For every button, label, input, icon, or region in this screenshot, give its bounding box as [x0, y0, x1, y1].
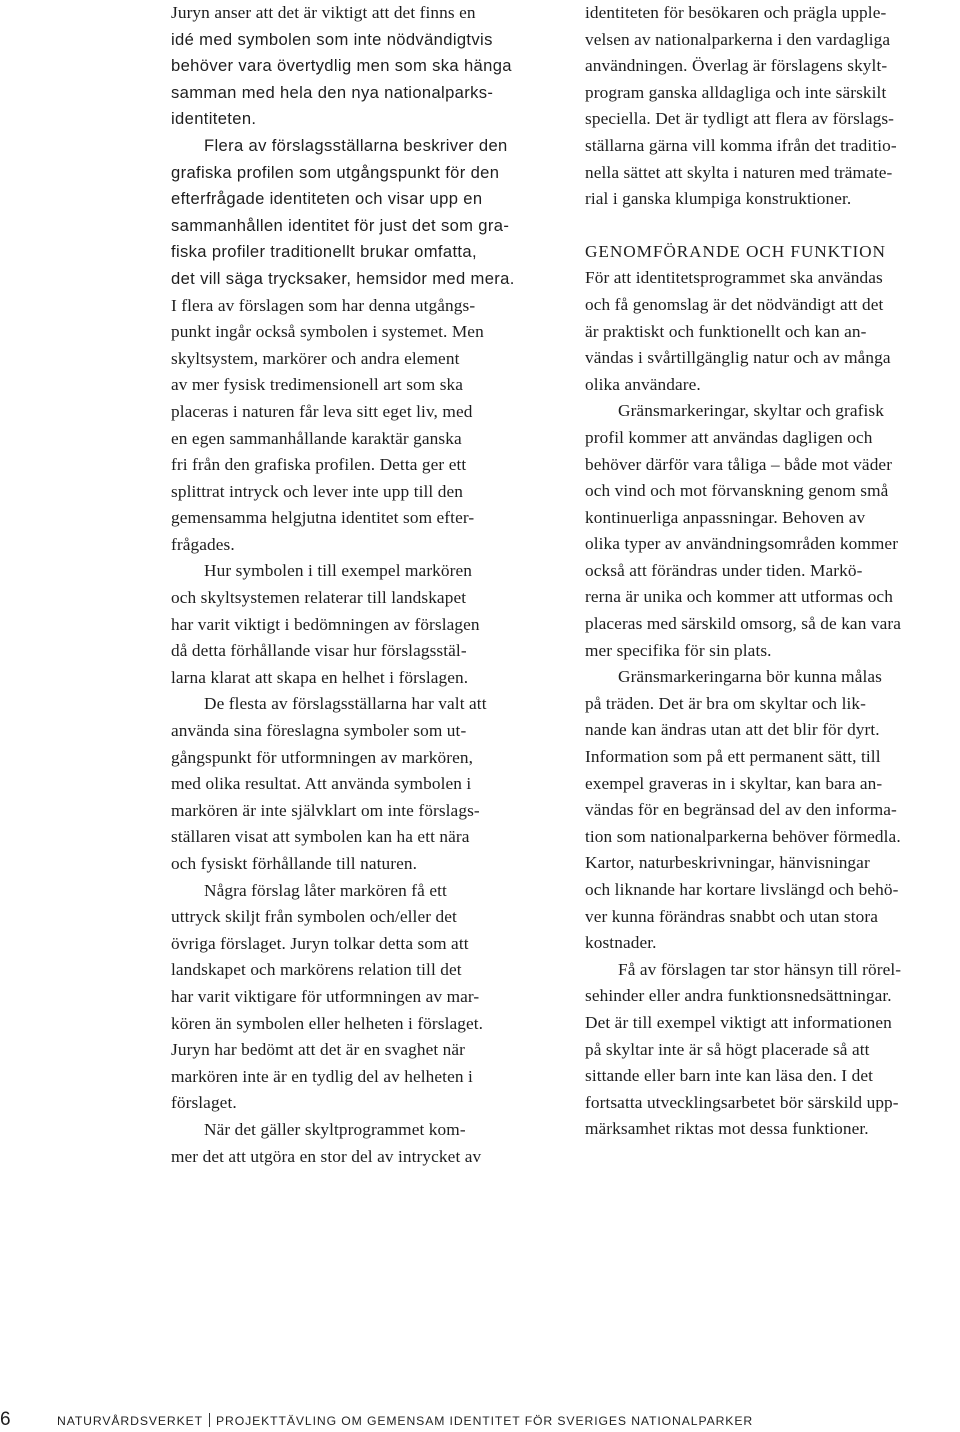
right-body — [585, 265, 960, 1143]
text-line: gångspunkt för utformningen av markören, — [171, 747, 474, 767]
text-line: fortsatta utvecklingsarbetet bör särskild upp- — [585, 1092, 899, 1112]
text-line: och fysiskt förhållande till naturen. — [171, 854, 418, 873]
text-line: skyltsystem, markörer och andra element — [171, 348, 460, 368]
text-line: mer specifika för sin plats. — [585, 640, 772, 660]
text-line: När det gäller skyltprogrammet kom- — [204, 1119, 466, 1139]
text-line: I flera av förslagen som har denna utgångs- — [171, 295, 476, 315]
text-line: Få av förslagen tar stor hänsyn till rörel- — [618, 959, 902, 979]
text-line: övriga förslaget. Juryn tolkar detta som att — [171, 933, 469, 953]
text-line: ställarna gärna vill komma ifrån det traditio- — [585, 135, 897, 155]
text-line: profil kommer att användas dagligen och — [585, 427, 873, 447]
text-line: punkt ingår också symbolen i systemet. Men — [171, 322, 484, 342]
text-line: användningen. Överlag är förslagens skylt- — [585, 56, 888, 76]
text-line: och få genomslag är det nödvändigt att det — [585, 294, 884, 314]
text-line: rial i ganska klumpiga konstruktioner. — [585, 189, 852, 209]
text-line: olika typer av användningsområden kommer — [585, 534, 899, 554]
text-line: behöver därför vara tåliga – både mot väder — [585, 454, 893, 474]
text-line: olika användare. — [585, 374, 701, 394]
text-line: Det är till exempel viktigt att informationen — [585, 1012, 892, 1032]
text-line: har varit viktigt i bedömningen av förslagen — [171, 614, 480, 634]
text-line: gemensamma helgjutna identitet som efter- — [171, 508, 475, 528]
text-line: samman med hela den nya nationalparks- — [171, 82, 494, 102]
text-line: Juryn anser att det är viktigt att det finns en — [171, 3, 476, 22]
text-line: För att identitetsprogrammet ska användas — [585, 268, 883, 288]
text-line: vändas i svårtillgänglig natur och av många — [585, 348, 891, 368]
text-line: tion som nationalparkerna behöver förmedla. — [585, 826, 901, 846]
footer-title: PROJEKTTÄVLING OM GEMENSAM IDENTITET FÖR SVERIGES NATIONALPARKER — [216, 1414, 754, 1428]
text-line: ver kunna förändras snabbt och utan stora — [585, 906, 878, 926]
text-line: placeras med särskild omsorg, så de kan vara — [585, 614, 902, 634]
footer-separator — [209, 1413, 210, 1427]
text-line: grafiska profilen som utgångspunkt för den — [171, 162, 500, 182]
text-line: ställaren visat att symbolen kan ha ett nära — [171, 827, 470, 847]
text-line: identiteten för besökaren och prägla upple- — [585, 3, 887, 22]
text-line: efterfrågade identiteten och visar upp en — [171, 189, 483, 209]
text-line: markören inte är en tydlig del av helheten i — [171, 1066, 473, 1086]
text-line: Kartor, naturbeskrivningar, hänvisningar — [585, 853, 870, 873]
text-line: och liknande har kortare livslängd och behö- — [585, 880, 899, 899]
text-line: frågades. — [171, 534, 235, 554]
text-line: mer det att utgöra en stor del av intrycket av — [171, 1146, 482, 1166]
right-intro-paragraph — [585, 0, 960, 213]
text-line: är praktiskt och funktionellt och kan an- — [585, 321, 867, 341]
text-line: märksamhet riktas mot dessa funktioner. — [585, 1119, 869, 1139]
text-line: sammanhållen identitet för just det som gra- — [171, 215, 510, 235]
text-line: kören än symbolen eller helheten i förslaget. — [171, 1013, 484, 1033]
text-line: fiska profiler traditionellt brukar omfatta, — [171, 242, 477, 262]
text-line: De flesta av förslagsställarna har valt att — [204, 694, 487, 714]
text-line: splittrat intryck och lever inte upp till den — [171, 481, 463, 501]
text-line: vändas för en begränsad del av den informa- — [585, 800, 897, 820]
page-footer — [0, 1408, 960, 1432]
text-line: det vill säga trycksaker, hemsidor med mera. — [171, 268, 515, 288]
text-line: kontinuerliga anpassningar. Behoven av — [585, 507, 866, 527]
text-line: idé med symbolen som inte nödvändigtvis — [171, 29, 493, 49]
text-line: uttryck skiljt från symbolen och/eller det — [171, 907, 457, 927]
text-line: Juryn har bedömt att det är en svaghet när — [171, 1040, 466, 1060]
text-line: identiteten. — [171, 109, 257, 129]
text-line: då detta förhållande visar hur förslagsstäl- — [171, 641, 467, 661]
text-line: kostnader. — [585, 933, 657, 953]
text-line: velsen av nationalparkerna i den vardagliga — [585, 29, 891, 49]
text-line: har varit viktigare för utformningen av mar- — [171, 986, 480, 1006]
text-line: nande kan ändras utan att det blir för dyrt. — [585, 720, 880, 740]
right-column — [585, 0, 960, 1143]
text-line: på skyltar inte är så högt placerade så att — [585, 1039, 870, 1059]
text-line: program ganska alldagliga och inte särskilt — [585, 82, 887, 102]
text-line: också att förändras under tiden. Markö- — [585, 560, 863, 580]
text-line: Hur symbolen i till exempel markören — [204, 561, 473, 581]
running-footer — [57, 1412, 753, 1430]
left-column — [171, 0, 543, 1170]
text-line: på träden. Det är bra om skyltar och lik- — [585, 693, 866, 713]
text-line: exempel graveras in i skyltar, kan bara an- — [585, 773, 883, 793]
text-line: förslaget. — [171, 1093, 237, 1113]
page-number: 6 — [0, 1409, 11, 1430]
text-line: Gränsmarkeringar, skyltar och grafisk — [618, 401, 884, 421]
text-line: sittande eller barn inte kan läsa den. I det — [585, 1066, 873, 1086]
text-line: med olika resultat. Att använda symbolen i — [171, 774, 472, 794]
text-line: larna klarat att skapa en helhet i förslagen. — [171, 667, 469, 687]
text-line: markören är inte självklart om inte förslags- — [171, 800, 480, 820]
text-line: speciella. Det är tydligt att flera av förslags- — [585, 109, 895, 129]
text-line: och skyltsystemen relaterar till landskapet — [171, 588, 467, 608]
text-line: sehinder eller andra funktionsnedsättningar. — [585, 986, 892, 1006]
footer-publisher: NATURVÅRDSVERKET — [57, 1414, 204, 1428]
text-line: och vind och mot förvanskning genom små — [585, 481, 889, 501]
text-line: nella sättet att skylta i naturen med trämate- — [585, 162, 893, 182]
text-line: Information som på ett permanent sätt, till — [585, 747, 881, 767]
text-line: Flera av förslagsställarna beskriver den — [204, 135, 508, 155]
text-line: en egen sammanhållande karaktär ganska — [171, 428, 462, 448]
text-line: av mer fysisk tredimensionell art som ska — [171, 375, 464, 395]
text-line: landskapet och markörens relation till det — [171, 960, 462, 980]
text-line: använda sina föreslagna symboler som ut- — [171, 721, 467, 741]
text-line: Gränsmarkeringarna bör kunna målas — [618, 667, 882, 687]
text-line: rerna är unika och kommer att utformas och — [585, 587, 893, 607]
section-heading: GENOMFÖRANDE OCH FUNKTION — [585, 241, 886, 261]
text-line: placeras i naturen får leva sitt eget liv, med — [171, 401, 473, 421]
text-line: behöver vara övertydlig men som ska hänga — [171, 56, 512, 76]
text-line: Några förslag låter markören få ett — [204, 880, 447, 900]
text-line: fri från den grafiska profilen. Detta ger ett — [171, 455, 467, 475]
